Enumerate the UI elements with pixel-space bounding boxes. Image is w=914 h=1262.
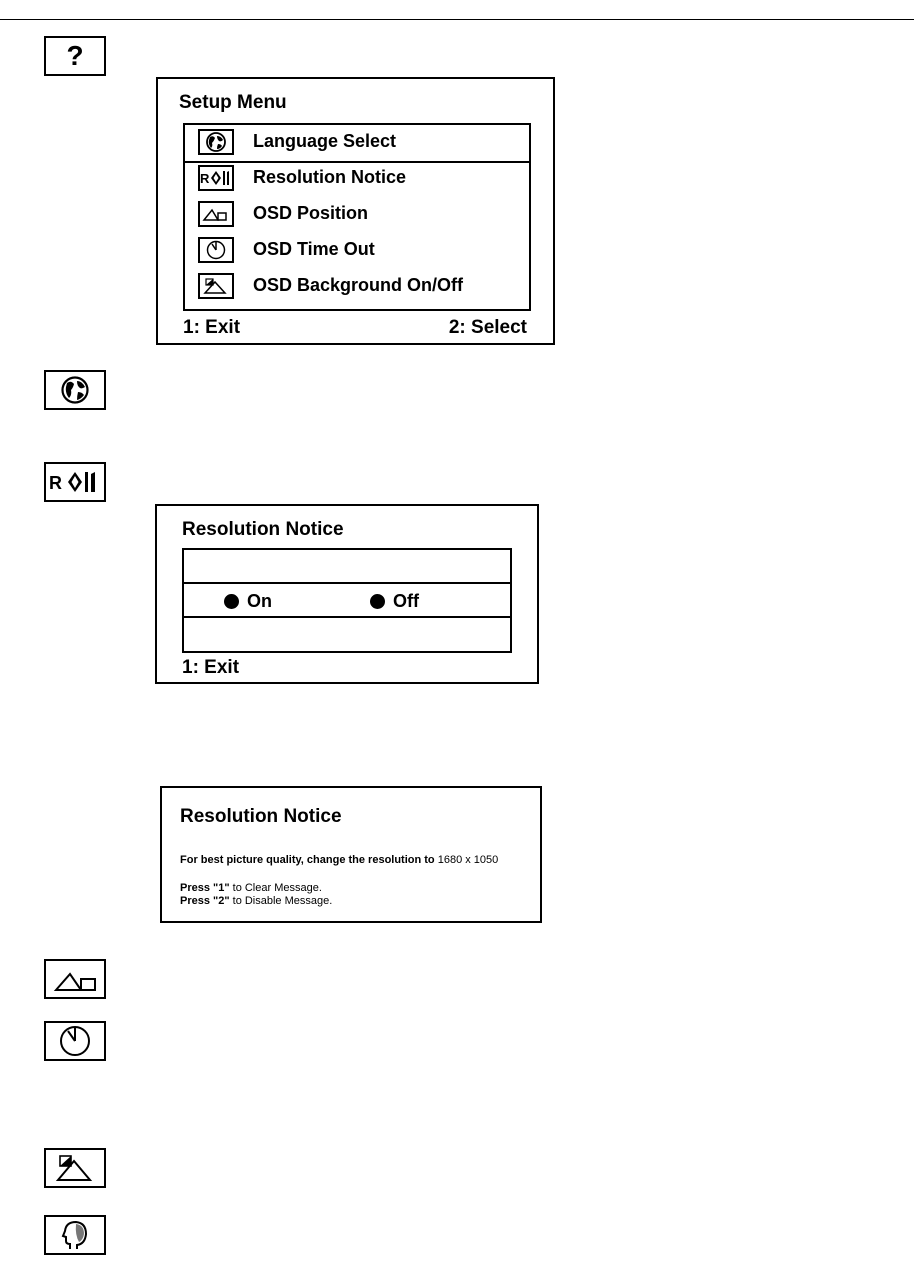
resolution-glyph: R: [49, 473, 62, 493]
menu-item-label: OSD Position: [253, 203, 369, 223]
resolution-message-line: [180, 854, 498, 866]
resolution-dialog-row-options: [182, 582, 512, 618]
page-top-rule: [0, 19, 914, 20]
resolution-off-option[interactable]: [370, 591, 419, 612]
resolution-message-panel: [160, 786, 542, 923]
setup-menu-exit-hint: 1: Exit: [183, 317, 241, 338]
radio-dot-icon: [224, 594, 239, 609]
menu-item-label: Resolution Notice: [253, 167, 407, 187]
osd-position-icon: [44, 959, 106, 999]
recommended-resolution-value: 1680 x 1050: [437, 854, 499, 866]
resolution-off-label: Off: [393, 591, 419, 611]
setup-menu-panel: [156, 77, 555, 345]
setup-menu-list: [183, 123, 531, 311]
globe-icon: [44, 370, 106, 410]
resolution-notice-dialog: [155, 504, 539, 684]
setup-menu-title: Setup Menu: [179, 92, 287, 113]
resolution-notice-icon: [198, 165, 234, 191]
message-key: Press "1": [180, 882, 230, 894]
menu-item-osd-position[interactable]: [185, 197, 529, 233]
clear-message-hint: [180, 882, 322, 894]
clock-icon: [198, 237, 234, 263]
osd-background-icon: [44, 1148, 106, 1188]
setup-menu-select-hint: 2: Select: [448, 317, 527, 338]
menu-item-osd-time-out[interactable]: [185, 233, 529, 269]
message-text: For best picture quality, change the resolution to: [180, 854, 438, 866]
resolution-dialog-exit-hint: 1: Exit: [182, 657, 240, 678]
osd-background-icon: [198, 273, 234, 299]
globe-icon: [198, 129, 234, 155]
menu-item-resolution-notice[interactable]: [185, 161, 529, 197]
resolution-on-option[interactable]: [224, 591, 272, 612]
resolution-on-label: On: [247, 591, 272, 611]
menu-item-osd-background[interactable]: [185, 269, 529, 305]
resolution-dialog-row-bottom: [182, 616, 512, 653]
svg-text:R: R: [200, 171, 210, 186]
menu-item-language-select[interactable]: [185, 125, 529, 163]
resolution-dialog-row-top: [182, 548, 512, 584]
disable-message-hint: [180, 895, 332, 907]
menu-item-label: Language Select: [253, 131, 397, 151]
radio-dot-icon: [370, 594, 385, 609]
head-profile-icon: [44, 1215, 106, 1255]
menu-item-label: OSD Time Out: [253, 239, 375, 259]
message-text: to Clear Message.: [229, 882, 322, 894]
help-icon: [44, 36, 106, 76]
message-text: to Disable Message.: [229, 895, 333, 907]
clock-icon: [44, 1021, 106, 1061]
message-key: Press "2": [180, 895, 230, 907]
menu-item-label: OSD Background On/Off: [253, 275, 464, 295]
resolution-dialog-title: Resolution Notice: [182, 519, 344, 540]
resolution-notice-icon: [44, 462, 106, 502]
question-mark-glyph: ?: [66, 40, 84, 71]
resolution-message-title: Resolution Notice: [180, 806, 342, 827]
osd-position-icon: [198, 201, 234, 227]
